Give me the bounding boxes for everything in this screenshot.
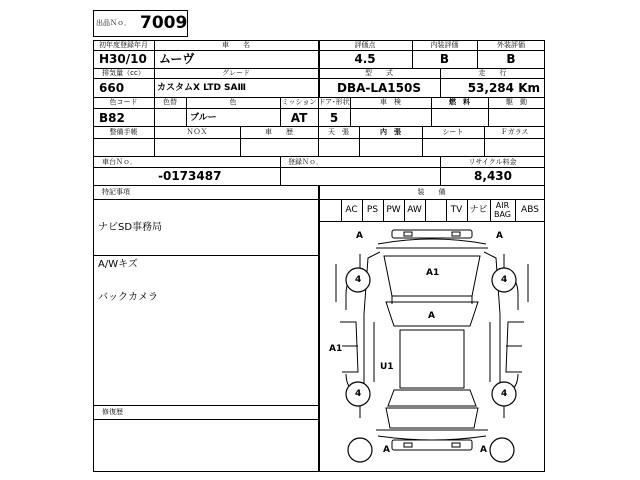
color-change-label: 色替: [163, 98, 177, 106]
drive-label: 駆 動: [506, 98, 527, 106]
damage-front-left: A: [356, 231, 363, 241]
color-code-label: 色コード: [109, 98, 138, 106]
equipment-item: PS: [366, 205, 379, 215]
model-code-label: 型 式: [365, 69, 393, 77]
equipment-item: AIR BAG: [493, 201, 512, 219]
grade-label: グレード: [222, 69, 250, 77]
first-registration-value: H30/10: [99, 52, 147, 66]
chassis-number-label: 車台Ｎｏ．: [102, 158, 137, 166]
score-value: 4.5: [354, 52, 376, 66]
damage-rear-right: A: [480, 445, 487, 455]
car-name-value: ムーヴ: [159, 52, 195, 66]
car-name-label: 車 名: [222, 41, 250, 49]
mileage-value: 53,284 Km: [467, 81, 540, 95]
damage-roof: A: [428, 311, 435, 321]
mileage-label: 走 行: [478, 69, 507, 77]
equipment-item: ナビ: [469, 205, 488, 215]
note-line-1: ナビSD事務局: [98, 222, 163, 233]
first-registration-label: 初年度登録年月: [99, 41, 148, 49]
model-code-value: DBA-LA150S: [337, 81, 421, 95]
color-label: 色: [229, 98, 237, 106]
damage-left-door: U1: [380, 362, 394, 372]
color-code-value: B82: [99, 111, 125, 125]
displacement-label: 排気量（cc）: [102, 69, 145, 77]
interior-grade-label: 内装評価: [430, 41, 459, 49]
seat-label: シート: [442, 128, 464, 136]
score-label: 評価点: [354, 41, 376, 49]
transmission-label: ミッション: [281, 98, 317, 106]
special-notes-label: 特記事項: [102, 188, 130, 196]
front-glass-label: Ｆガラス: [500, 128, 529, 136]
equipment-item: AW: [407, 205, 422, 215]
registration-number-label: 登録Ｎｏ．: [288, 158, 323, 166]
repair-history-label: 修復歴: [102, 408, 123, 416]
nox-label: ＮＯＸ: [186, 128, 208, 136]
transmission-value: AT: [290, 111, 308, 125]
car-damage-diagram: [320, 222, 544, 470]
interior-grade-value: B: [439, 52, 450, 66]
damage-hood: A1: [426, 268, 440, 278]
damage-front-right: A: [496, 231, 503, 241]
equipment-item: ABS: [521, 205, 539, 215]
equipment-item: TV: [450, 205, 463, 215]
recycle-fee-value: 8,430: [474, 169, 512, 183]
doors-value: 5: [329, 111, 339, 125]
exterior-grade-value: B: [506, 52, 516, 66]
headliner-label: 天 張: [328, 128, 349, 136]
exterior-grade-label: 外装評価: [497, 41, 525, 49]
damage-rear-left: A: [383, 445, 390, 455]
recycle-fee-label: リサイクル料金: [468, 158, 517, 166]
chassis-number-value: -0173487: [158, 169, 222, 183]
equipment-label: 装 備: [417, 188, 446, 196]
door-shape-label: ドア･形状: [318, 98, 350, 106]
note-line-3: バックカメラ: [98, 292, 158, 303]
note-line-2: A/Wキズ: [98, 259, 138, 270]
inspection-label: 車 検: [380, 98, 401, 106]
lot-number: 7009: [140, 13, 188, 33]
grade-value: カスタムX LTD SAⅢ: [157, 83, 247, 93]
damage-left-front-wheel: 4: [355, 275, 362, 285]
damage-left-rear-wheel: 4: [355, 389, 362, 399]
interior-trim-label: 内 張: [380, 128, 401, 136]
maintenance-record-label: 整備手帳: [109, 128, 138, 136]
damage-right-rear-wheel: 4: [501, 389, 508, 399]
damage-left-side: A1: [329, 344, 343, 354]
lot-number-label: 出品Ｎｏ．: [96, 19, 131, 27]
car-history-label: 車 歴: [265, 128, 293, 136]
color-value: ブルー: [190, 113, 217, 123]
equipment-item: AC: [345, 205, 358, 215]
damage-right-front-wheel: 4: [501, 275, 508, 285]
fuel-label: 燃 料: [449, 98, 470, 106]
equipment-item: PW: [386, 205, 401, 215]
displacement-value: 660: [99, 81, 125, 95]
